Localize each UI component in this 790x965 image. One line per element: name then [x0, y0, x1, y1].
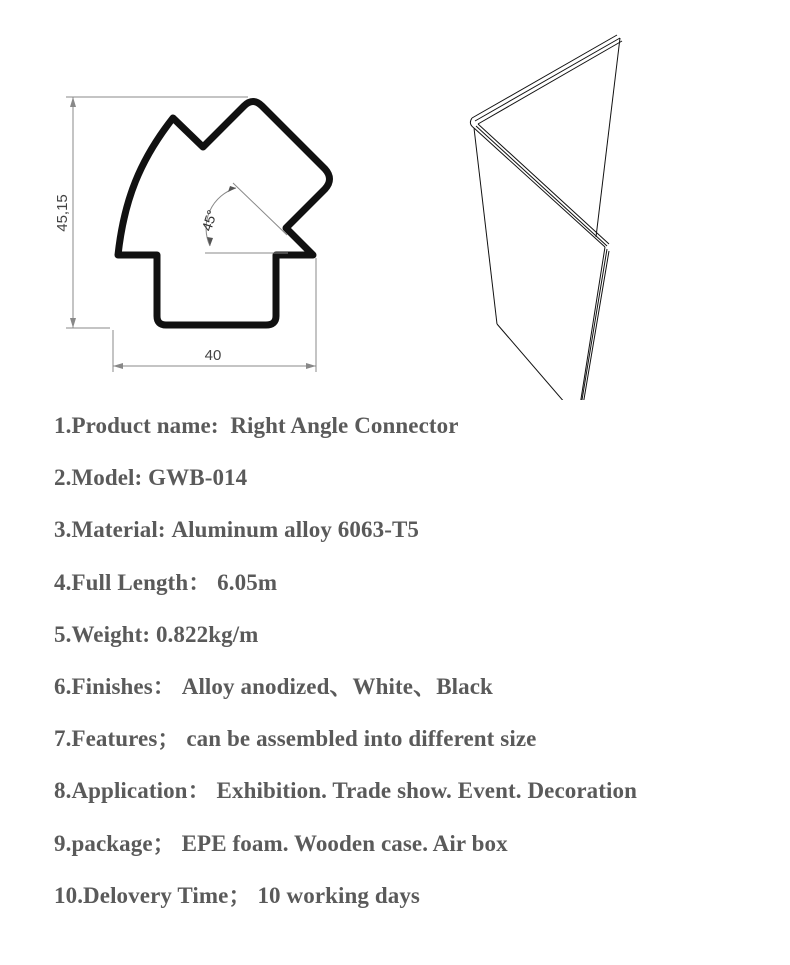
spec-label: 10.Delovery Time；	[54, 882, 252, 908]
spec-label: 9.package；	[54, 830, 176, 856]
spec-material	[54, 512, 774, 564]
product-drawings	[0, 0, 790, 400]
spec-label: 2.Model:	[54, 465, 143, 491]
spec-package	[54, 826, 774, 878]
spec-value: EPE foam. Wooden case. Air box	[181, 830, 508, 856]
spec-full-length	[54, 565, 774, 617]
spec-label: 3.Material:	[54, 517, 166, 543]
spec-product-name	[54, 408, 774, 460]
spec-features	[54, 721, 774, 773]
spec-delivery-time	[54, 878, 774, 930]
spec-label: 6.Finishes：	[54, 673, 176, 699]
spec-value: 10 working days	[257, 882, 420, 908]
angle-label: 45°	[198, 207, 221, 233]
spec-value: Alloy anodized、White、Black	[181, 673, 493, 699]
spec-label: 7.Features；	[54, 726, 181, 752]
profile-outline	[118, 102, 330, 326]
spec-value: Aluminum alloy 6063-T5	[171, 517, 420, 543]
spec-weight	[54, 617, 774, 669]
spec-value: Exhibition. Trade show. Event. Decoration	[216, 778, 638, 804]
spec-model	[54, 460, 774, 512]
spec-finishes	[54, 669, 774, 721]
width-dimension-label: 40	[204, 347, 222, 364]
product-specification-list	[54, 408, 774, 930]
spec-value: GWB-014	[148, 465, 248, 491]
spec-value: 0.822kg/m	[155, 621, 259, 647]
spec-value: can be assembled into different size	[186, 726, 537, 752]
spec-label: 1.Product name:	[54, 413, 219, 438]
connector-3d-drawing	[470, 35, 622, 400]
spec-label: 4.Full Length：	[54, 569, 212, 595]
spec-value: 6.05m	[217, 569, 278, 595]
height-dimension-label: 45,15	[54, 194, 71, 232]
spec-value: Right Angle Connector	[230, 413, 459, 438]
profile-cross-section-drawing	[0, 0, 790, 400]
spec-label: 8.Application：	[54, 778, 211, 804]
spec-label: 5.Weight:	[54, 621, 151, 647]
spec-application	[54, 773, 774, 825]
